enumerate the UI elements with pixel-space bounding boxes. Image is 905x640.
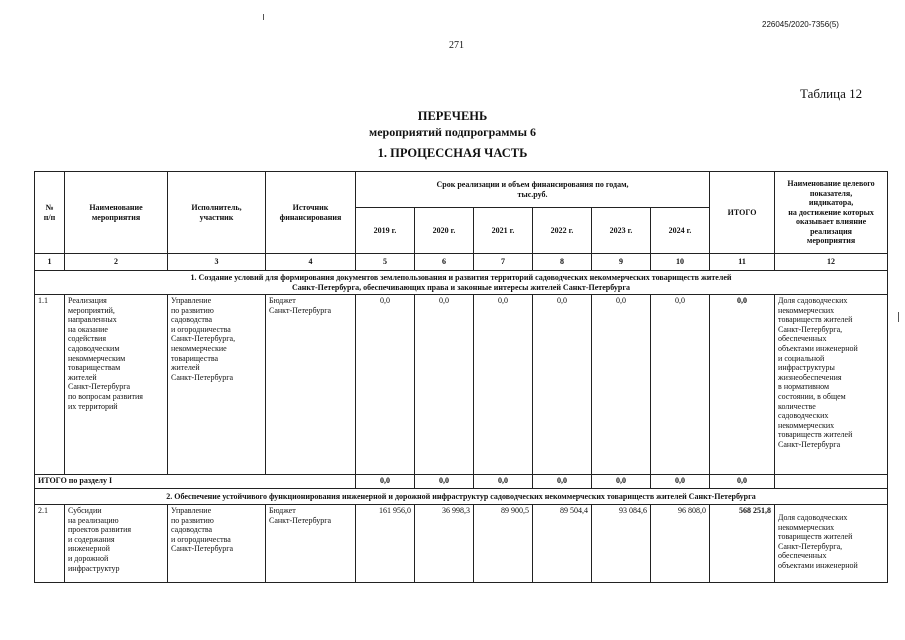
row-value: 0,0 xyxy=(415,295,474,475)
col-number: 10 xyxy=(651,254,710,271)
year-header: 2024 г. xyxy=(651,208,710,254)
row-indicator: Доля садоводческих некоммерческих товариществ жителей Санкт-Петербурга, обеспеченных объектами инженерной xyxy=(775,505,888,583)
row-value: 89 504,4 xyxy=(533,505,592,583)
col-number: 2 xyxy=(65,254,168,271)
col-number: 1 xyxy=(35,254,65,271)
row-value: 161 956,0 xyxy=(356,505,415,583)
row-value: 89 900,5 xyxy=(474,505,533,583)
row-value: 93 084,6 xyxy=(592,505,651,583)
col-header-indicator: Наименование целевого показателя, индикатора, на достижение которых оказывает влияние реализация мероприятия xyxy=(775,172,888,254)
row-value: 0,0 xyxy=(356,295,415,475)
col-header-total: ИТОГО xyxy=(710,172,775,254)
column-numbers-row xyxy=(35,254,888,271)
subtotal-empty xyxy=(775,475,888,489)
year-header: 2021 г. xyxy=(474,208,533,254)
scan-edge-mark xyxy=(898,312,899,322)
page-number: 271 xyxy=(449,40,464,51)
row-executor: Управление по развитию садоводства и огородничества Санкт-Петербурга xyxy=(168,505,266,583)
subtotal-value: 0,0 xyxy=(474,475,533,489)
year-header: 2019 г. xyxy=(356,208,415,254)
section-row xyxy=(35,489,888,505)
section-row xyxy=(35,271,888,295)
row-value: 36 998,3 xyxy=(415,505,474,583)
table-row xyxy=(35,295,888,475)
row-total: 0,0 xyxy=(710,295,775,475)
col-header-period: Срок реализации и объем финансирования по годам, тыс.руб. xyxy=(356,172,710,208)
col-header-name: Наименование мероприятия xyxy=(65,172,168,254)
row-name: Реализация мероприятий, направленных на оказание содействия садоводческим некоммерческим товариществам жителей Санкт-Петербурга по вопросам развития их территорий xyxy=(65,295,168,475)
col-number: 9 xyxy=(592,254,651,271)
subtotal-value: 0,0 xyxy=(592,475,651,489)
row-value: 0,0 xyxy=(474,295,533,475)
col-number: 4 xyxy=(266,254,356,271)
document-subtitle: мероприятий подпрограммы 6 xyxy=(369,125,536,139)
subtotal-value: 0,0 xyxy=(415,475,474,489)
subtotal-row xyxy=(35,475,888,489)
row-value: 96 808,0 xyxy=(651,505,710,583)
part-title: 1. ПРОЦЕССНАЯ ЧАСТЬ xyxy=(377,146,528,160)
col-header-source: Источник финансирования xyxy=(266,172,356,254)
scan-mark xyxy=(263,14,264,20)
table-label: Таблица 12 xyxy=(800,86,863,101)
subtotal-label: ИТОГО по разделу I xyxy=(35,475,356,489)
col-number: 12 xyxy=(775,254,888,271)
section-1-title: 1. Создание условий для формирования документов землепользования и развития территорий садоводческих некоммерческих товариществ жителей Санкт-Петербурга, обеспечивающих права и законные интересы жителей Санкт-Петербурга xyxy=(35,271,888,295)
col-number: 5 xyxy=(356,254,415,271)
row-indicator: Доля садоводческих некоммерческих товариществ жителей Санкт-Петербурга, обеспеченных объектами инженерной и социальной инфраструктуры жизнеобеспечения в нормативном состоянии, в общем количестве садоводческих некоммерческих товариществ жителей Санкт-Петербурга xyxy=(775,295,888,475)
year-header: 2022 г. xyxy=(533,208,592,254)
document-code: 226045/2020-7356(5) xyxy=(762,20,839,29)
col-header-num: № п/п xyxy=(35,172,65,254)
row-total: 568 251,8 xyxy=(710,505,775,583)
header-row xyxy=(35,172,888,208)
row-name: Субсидии на реализацию проектов развития и содержания инженерной и дорожной инфраструктур xyxy=(65,505,168,583)
col-number: 8 xyxy=(533,254,592,271)
document-title: ПЕРЕЧЕНЬ xyxy=(417,109,488,123)
row-executor: Управление по развитию садоводства и огородничества Санкт-Петербурга, некоммерческие товарищества жителей Санкт-Петербурга xyxy=(168,295,266,475)
year-header: 2020 г. xyxy=(415,208,474,254)
col-number: 7 xyxy=(474,254,533,271)
subtotal-value: 0,0 xyxy=(533,475,592,489)
row-value: 0,0 xyxy=(592,295,651,475)
year-header: 2023 г. xyxy=(592,208,651,254)
subtotal-value: 0,0 xyxy=(356,475,415,489)
measures-table xyxy=(34,171,888,583)
col-header-executor: Исполнитель, участник xyxy=(168,172,266,254)
col-number: 3 xyxy=(168,254,266,271)
row-num: 2.1 xyxy=(35,505,65,583)
col-number: 6 xyxy=(415,254,474,271)
table-row xyxy=(35,505,888,583)
subtotal-value: 0,0 xyxy=(651,475,710,489)
section-2-title: 2. Обеспечение устойчивого функционирования инженерной и дорожной инфраструктур садоводческих некоммерческих товариществ жителей Санкт-Петербурга xyxy=(35,489,888,505)
row-value: 0,0 xyxy=(651,295,710,475)
row-value: 0,0 xyxy=(533,295,592,475)
row-num: 1.1 xyxy=(35,295,65,475)
subtotal-total: 0,0 xyxy=(710,475,775,489)
row-source: Бюджет Санкт-Петербурга xyxy=(266,295,356,475)
row-source: Бюджет Санкт-Петербурга xyxy=(266,505,356,583)
col-number: 11 xyxy=(710,254,775,271)
